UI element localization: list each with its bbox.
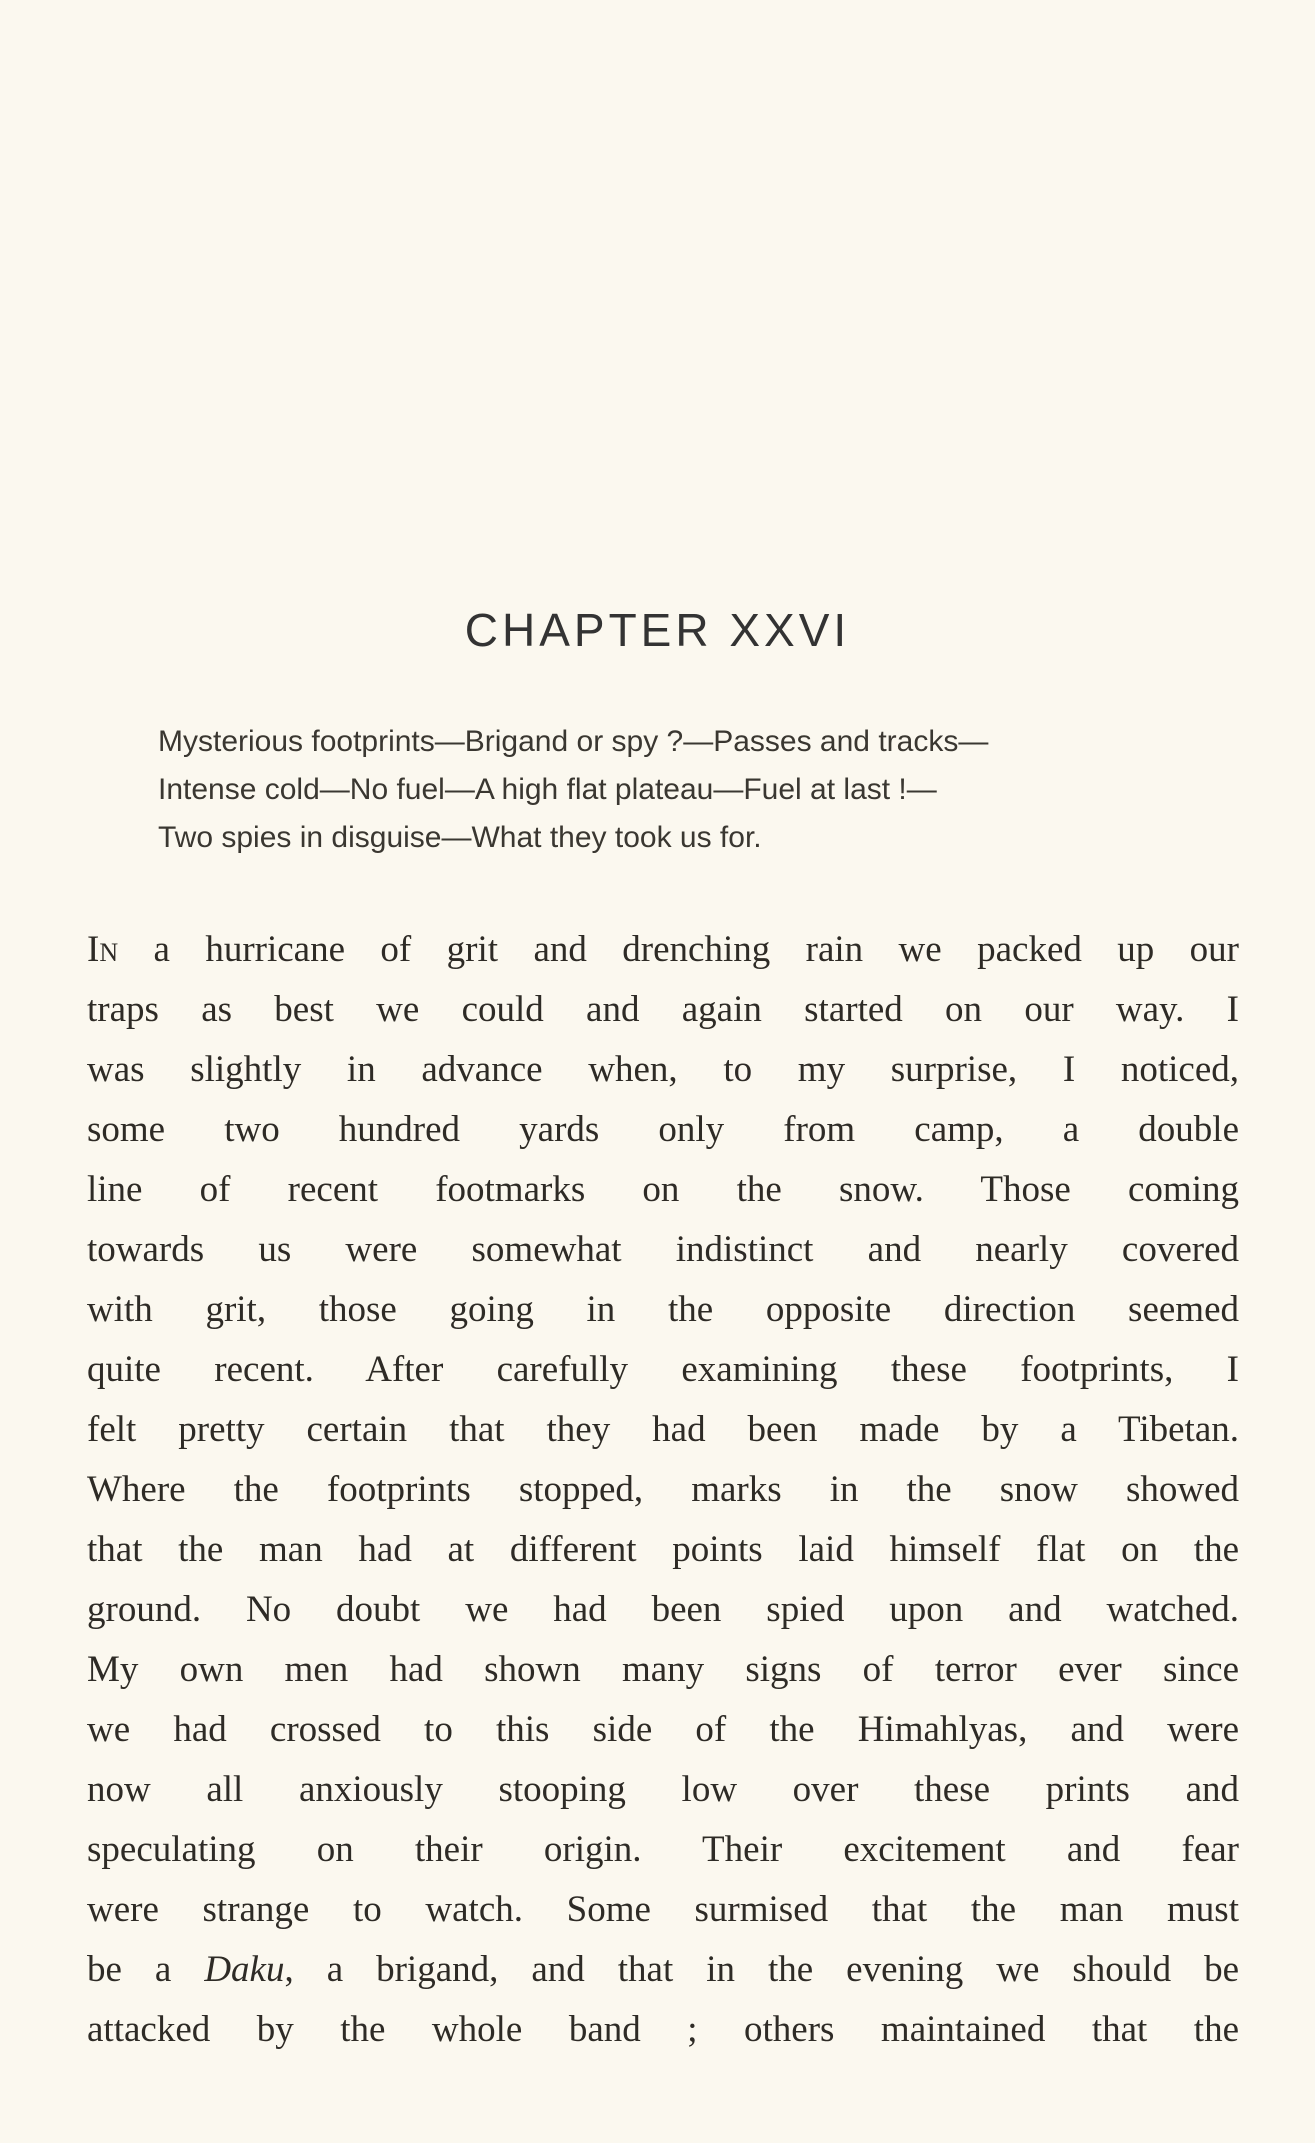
text-line: towards us were somewhat indistinct and nearly covered bbox=[87, 1229, 1239, 1270]
chapter-title: CHAPTER XXVI bbox=[464, 604, 851, 656]
text-line: some two hundred yards only from camp, a double bbox=[87, 1109, 1239, 1150]
daku-term: Daku bbox=[204, 1949, 285, 1990]
text-line: Where the footprints stopped, marks in the snow showed bbox=[87, 1469, 1239, 1510]
text-line: My own men had shown many signs of terror ever since bbox=[87, 1649, 1239, 1690]
text-line bbox=[87, 1940, 1239, 2000]
body-paragraph bbox=[87, 920, 1239, 2060]
text-line: quite recent. After carefully examining these footprints, I bbox=[87, 1349, 1239, 1390]
text-line-rest: a hurricane of grit and drenching rain we packed up our bbox=[118, 929, 1239, 970]
text-line: now all anxiously stooping low over these prints and bbox=[87, 1769, 1239, 1810]
synopsis-line: Mysterious footprints—Brigand or spy ?—Passes and tracks— bbox=[158, 725, 989, 758]
text-line: we had crossed to this side of the Himahlyas, and were bbox=[87, 1709, 1239, 1750]
synopsis-line: Intense cold—No fuel—A high flat plateau—Fuel at last !— bbox=[158, 773, 937, 806]
text-line: with grit, those going in the opposite direction seemed bbox=[87, 1289, 1239, 1330]
text-line: attacked by the whole band ; others maintained that the bbox=[87, 2009, 1239, 2050]
text-line: ground. No doubt we had been spied upon and watched. bbox=[87, 1589, 1239, 1630]
text-line-end: , a brigand, and that in the evening we should be bbox=[284, 1949, 1239, 1990]
text-line bbox=[87, 920, 1239, 980]
text-line: traps as best we could and again started on our way. I bbox=[87, 989, 1239, 1030]
text-line: was slightly in advance when, to my surprise, I noticed, bbox=[87, 1049, 1239, 1090]
text-line: speculating on their origin. Their excitement and fear bbox=[87, 1829, 1239, 1870]
text-line: line of recent footmarks on the snow. Those coming bbox=[87, 1169, 1239, 1210]
text-line: that the man had at different points laid himself flat on the bbox=[87, 1529, 1239, 1570]
text-line-start: be a bbox=[87, 1949, 205, 1990]
text-line: were strange to watch. Some surmised that the man must bbox=[87, 1889, 1239, 1930]
synopsis-line: Two spies in disguise—What they took us for. bbox=[158, 821, 762, 854]
opening-word: In bbox=[87, 929, 119, 970]
text-line: felt pretty certain that they had been made by a Tibetan. bbox=[87, 1409, 1239, 1450]
chapter-synopsis bbox=[158, 718, 1183, 862]
